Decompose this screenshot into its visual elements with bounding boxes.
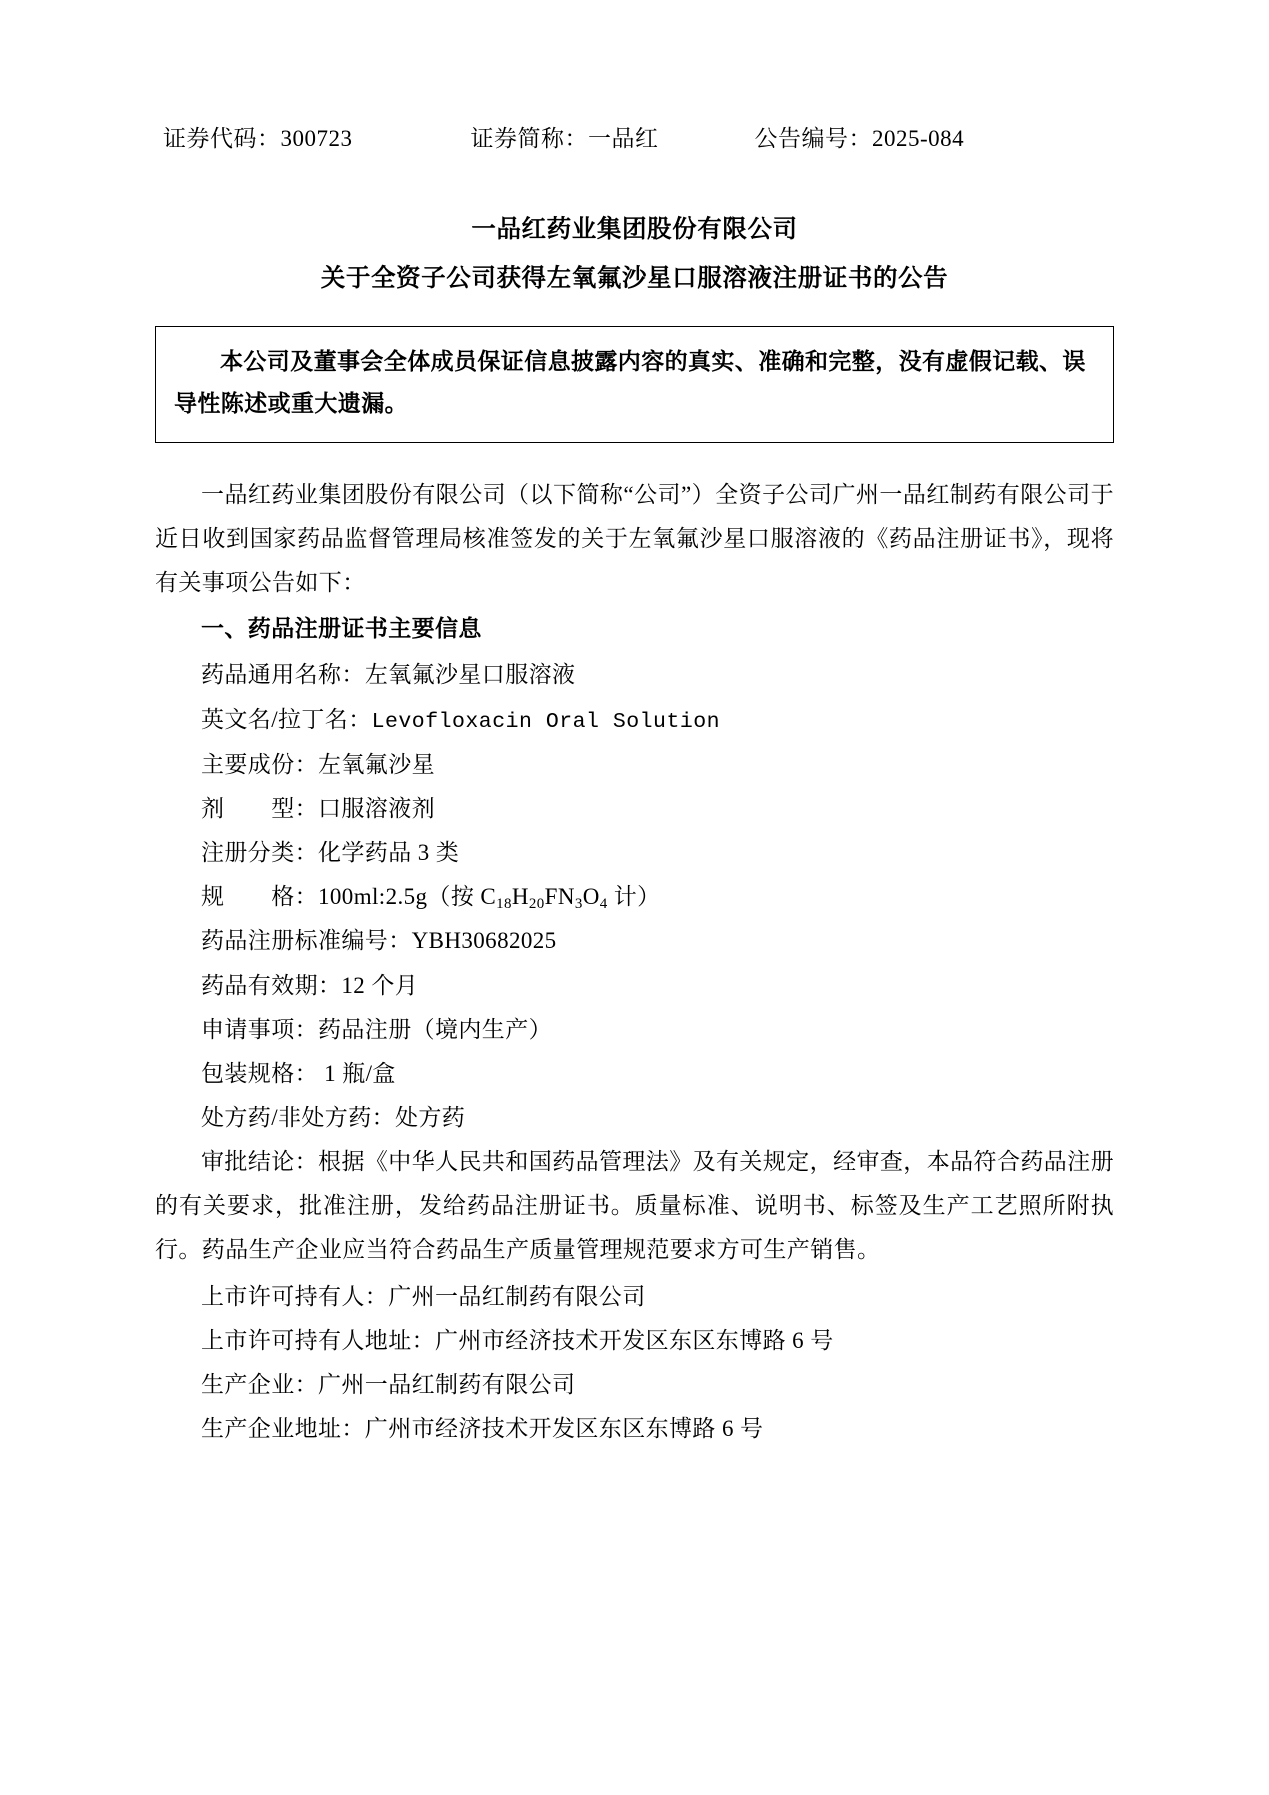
disclosure-notice-box xyxy=(155,326,1114,443)
disclosure-notice-text: 本公司及董事会全体成员保证信息披露内容的真实、准确和完整，没有虚假记载、误导性陈述或重大遗漏。 xyxy=(174,348,1086,417)
item-label: 规 格： xyxy=(201,884,318,910)
item-validity-period xyxy=(155,964,1114,1008)
item-value: YBH30682025 xyxy=(411,928,557,954)
item-marketing-authorization-holder: 上市许可持有人：广州一品红制药有限公司 xyxy=(201,1283,646,1309)
item-value: 处方药 xyxy=(395,1105,466,1131)
item-value: 化学药品 3 类 xyxy=(318,840,460,866)
announcement-number: 公告编号：2025-084 xyxy=(754,126,965,151)
stock-abbreviation: 证券简称：一品红 xyxy=(470,126,659,151)
item-value: 口服溶液剂 xyxy=(318,795,435,821)
item-label: 包装规格： xyxy=(201,1060,318,1086)
item-value: 药品注册（境内生产） xyxy=(318,1016,552,1042)
item-label: 英文名/拉丁名： xyxy=(201,706,372,732)
item-value-formula: 100ml:2.5g（按 $C_{18}H_{20}FN_3O_4$ 计） xyxy=(318,884,661,913)
item-mah-address: 上市许可持有人地址：广州市经济技术开发区东区东博路 6 号 xyxy=(201,1327,834,1353)
item-generic-name xyxy=(155,653,1114,697)
item-specification xyxy=(155,875,1114,919)
item-main-ingredient xyxy=(155,743,1114,787)
item-manufacturer-address: 生产企业地址：广州市经济技术开发区东区东博路 6 号 xyxy=(201,1416,764,1442)
item-label: 注册分类： xyxy=(201,840,318,866)
section-one-heading: 一、药品注册证书主要信息 xyxy=(201,616,482,642)
item-package-spec xyxy=(155,1052,1114,1096)
stock-code: 证券代码：300723 xyxy=(163,126,353,151)
item-label: 药品注册标准编号： xyxy=(201,928,412,954)
item-english-name xyxy=(155,698,1114,743)
item-application-matter xyxy=(155,1008,1114,1052)
item-value: Levofloxacin Oral Solution xyxy=(371,709,721,734)
item-label: 剂 型： xyxy=(201,795,318,821)
intro-paragraph: 一品红药业集团股份有限公司（以下简称“公司”）全资子公司广州一品红制药有限公司于近日收到国家药品监督管理局核准签发的关于左氧氟沙星口服溶液的《药品注册证书》，现将有关事项公告如下： xyxy=(155,481,1114,596)
item-value: 左氧氟沙星口服溶液 xyxy=(364,662,576,688)
item-value: 12 个月 xyxy=(341,972,419,998)
item-label: 申请事项： xyxy=(201,1016,318,1042)
item-standard-number xyxy=(155,919,1114,963)
item-prescription-type xyxy=(155,1096,1114,1140)
item-label: 药品通用名称： xyxy=(201,662,365,688)
item-dosage-form xyxy=(155,787,1114,831)
item-label: 药品有效期： xyxy=(201,972,342,998)
item-registration-category xyxy=(155,831,1114,875)
item-value: 1 瓶/盒 xyxy=(318,1060,396,1086)
document-title xyxy=(155,207,1114,302)
item-label: 处方药/非处方药： xyxy=(201,1105,395,1131)
title-company: 一品红药业集团股份有限公司 xyxy=(471,216,798,243)
document-header xyxy=(155,120,1114,153)
item-manufacturer: 生产企业：广州一品红制药有限公司 xyxy=(201,1371,576,1397)
item-value: 左氧氟沙星 xyxy=(318,751,435,777)
approval-conclusion: 审批结论：根据《中华人民共和国药品管理法》及有关规定，经审查，本品符合药品注册的有关要求，批准注册，发给药品注册证书。质量标准、说明书、标签及生产工艺照所附执行。药品生产企业应当符合药品生产质量管理规范要求方可生产销售。 xyxy=(155,1149,1114,1263)
title-subject: 关于全资子公司获得左氧氟沙星口服溶液注册证书的公告 xyxy=(320,265,949,293)
item-label: 主要成份： xyxy=(201,751,318,777)
